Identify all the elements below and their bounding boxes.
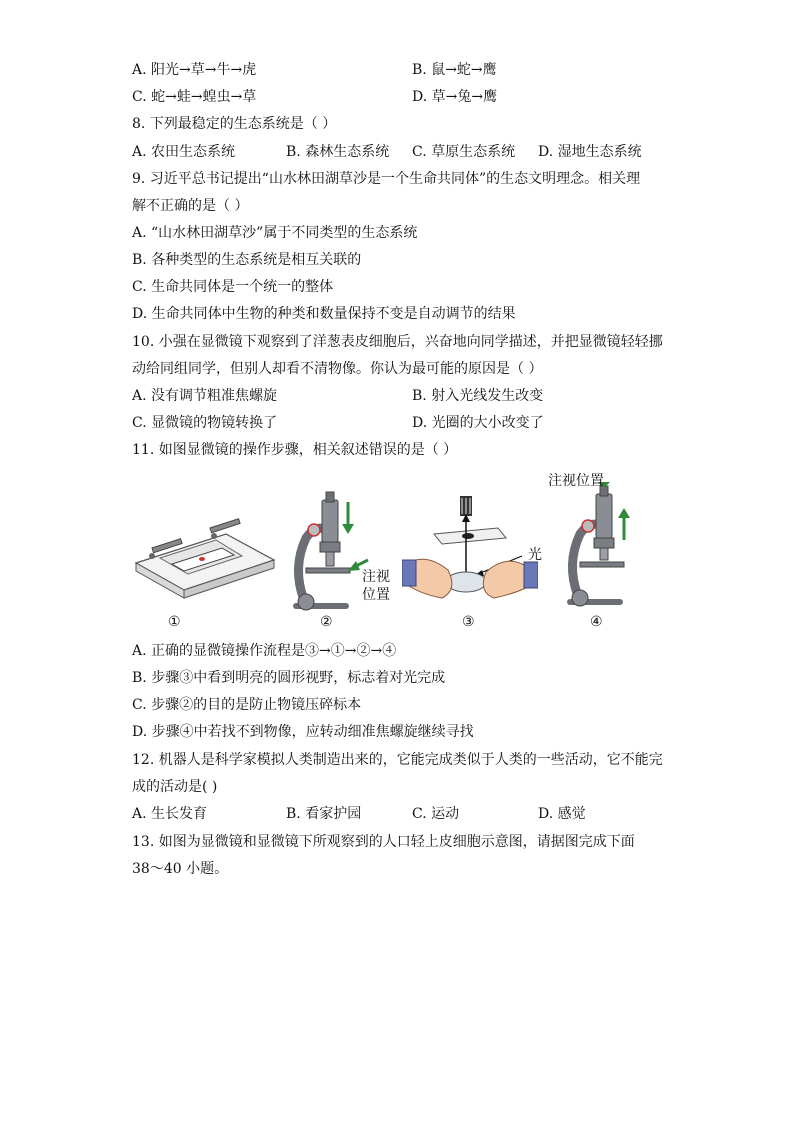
stage-slide-illustration [130, 508, 278, 608]
q11-option-d: D. 步骤④中若找不到物像，应转动细准焦螺旋继续寻找 [132, 724, 474, 740]
q7-option-d: D. 草→兔→鹰 [412, 89, 498, 105]
q11-option-c: C. 步骤②的目的是防止物镜压碎标本 [132, 697, 362, 713]
watch-eyepiece-label: 注视位置 [548, 473, 604, 489]
q13-stem-line1: 13. 如图为显微镜和显微镜下所观察到的人口轻上皮细胞示意图，请据图完成下面 [132, 834, 635, 850]
watch-side-label-line1: 注视 [362, 569, 390, 585]
q12-option-d: D. 感觉 [538, 806, 586, 822]
q8-option-c: C. 草原生态系统 [412, 144, 516, 160]
q7-option-a: A. 阳光→草→牛→虎 [132, 62, 257, 78]
step-number-2: ② [320, 614, 333, 630]
watch-side-label-line2: 位置 [362, 587, 390, 603]
q10-option-b: B. 射入光线发生改变 [412, 388, 544, 404]
q9-stem-line1: 9. 习近平总书记提出“山水林田湖草沙是一个生命共同体”的生态文明理念。相关理 [132, 171, 641, 187]
q9-stem-line2: 解不正确的是（ ） [132, 198, 249, 214]
q8-option-d: D. 湿地生态系统 [538, 144, 642, 160]
q10-option-d: D. 光圈的大小改变了 [412, 415, 544, 431]
q9-option-c: C. 生命共同体是一个统一的整体 [132, 279, 334, 295]
q8-stem: 8. 下列最稳定的生态系统是（ ） [132, 116, 337, 132]
q12-stem-line1: 12. 机器人是科学家模拟人类制造出来的，它能完成类似于人类的一些活动，它不能完 [132, 752, 663, 768]
light-label: 光 [528, 547, 542, 563]
q12-option-b: B. 看家护园 [286, 806, 362, 822]
light-adjust-illustration [402, 494, 538, 604]
q10-stem-line1: 10. 小强在显微镜下观察到了洋葱表皮细胞后，兴奋地向同学描述，并把显微镜轻轻挪 [132, 334, 663, 350]
q12-stem-line2: 成的活动是( ) [132, 779, 218, 795]
microscope-side-view-4 [560, 482, 650, 614]
q8-option-b: B. 森林生态系统 [286, 144, 390, 160]
microscope-steps-figure [130, 468, 670, 630]
q10-option-a: A. 没有调节粗准焦螺旋 [132, 388, 278, 404]
q10-stem-line2: 动给同组同学，但别人却看不清物像。你认为最可能的原因是（ ） [132, 361, 543, 377]
q9-option-d: D. 生命共同体中生物的种类和数量保持不变是自动调节的结果 [132, 306, 516, 322]
q8-option-a: A. 农田生态系统 [132, 144, 236, 160]
q11-option-a: A. 正确的显微镜操作流程是③→①→②→④ [132, 643, 397, 659]
q9-option-b: B. 各种类型的生态系统是相互关联的 [132, 252, 362, 268]
q12-option-c: C. 运动 [412, 806, 460, 822]
step-number-3: ③ [462, 614, 475, 630]
q11-stem: 11. 如图显微镜的操作步骤，相关叙述错误的是（ ） [132, 442, 458, 458]
q13-stem-line2: 38～40 小题。 [132, 861, 229, 877]
step-number-1: ① [168, 614, 181, 630]
q12-option-a: A. 生长发育 [132, 806, 208, 822]
q9-option-a: A. “山水林田湖草沙”属于不同类型的生态系统 [132, 225, 418, 241]
q7-option-b: B. 鼠→蛇→鹰 [412, 62, 497, 78]
q11-option-b: B. 步骤③中看到明亮的圆形视野，标志着对光完成 [132, 670, 446, 686]
step-number-4: ④ [590, 614, 603, 630]
q7-option-c: C. 蛇→蛙→蝗虫→草 [132, 89, 257, 105]
q10-option-c: C. 显微镜的物镜转换了 [132, 415, 278, 431]
